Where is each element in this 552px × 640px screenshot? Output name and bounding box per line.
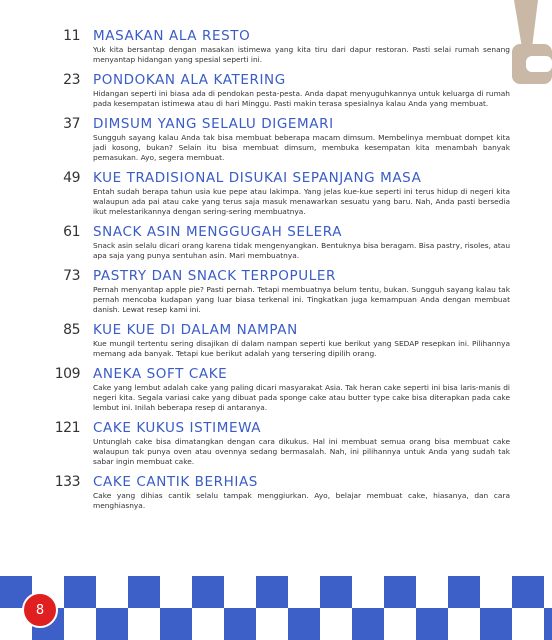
toc-description: Sungguh sayang kalau Anda tak bisa membuat beberapa macam dimsum. Membelinya membuat dompet kita jadi kosong, bukan? Selain itu bisa membuat dimsum, membuka kesempatan kita menambah banyak pemasukan. Ayo, segera membuat. (93, 133, 510, 162)
toc-page-number: 109 (54, 366, 80, 382)
toc-entry (50, 366, 510, 413)
toc-description: Entah sudah berapa tahun usia kue pepe atau lakimpa. Yang jelas kue-kue seperti ini terus hidup di negeri kita walaupun ada pai atau cake yang terus saja masuk menawarkan sesuatu yang baru. Nah, Anda pasti bersedia ikut melestarikannya dengan sering-sering membuatnya. (93, 187, 510, 216)
toc-entry (50, 170, 510, 217)
toc-page-number: 73 (63, 268, 80, 284)
page-number-badge: 8 (22, 592, 58, 628)
toc-description: Snack asin selalu dicari orang karena tidak mengenyangkan. Bentuknya bisa beragam. Bisa pastry, risoles, atau apa saja yang punya sentuhan asin. Mari membuatnya. (93, 241, 510, 260)
toc-page-number: 85 (63, 322, 80, 338)
toc-entry (50, 116, 510, 163)
toc-description: Kue mungil tertentu sering disajikan di dalam nampan seperti kue berikut yang SEDAP resepkan ini. Pilihannya memang ada banyak. Tetapi kue berikut adalah yang tersering dipilih orang. (93, 339, 510, 358)
toc-page-number: 49 (63, 170, 80, 186)
toc-page-number: 133 (54, 474, 80, 490)
toc-entry (50, 268, 510, 315)
toc-entry (50, 474, 510, 511)
toc-title: DIMSUM YANG SELALU DIGEMARI (93, 116, 334, 132)
toc-page-number: 37 (63, 116, 80, 132)
toc-entry (50, 224, 510, 261)
checkered-footer (0, 576, 552, 640)
toc-page-number: 11 (63, 28, 80, 44)
toc-description: Hidangan seperti ini biasa ada di pendokan pesta-pesta. Anda dapat menyuguhkannya untuk keluarga di rumah pada kesempatan istimewa atau di hari Minggu. Pasti makin terasa spesialnya kalau Anda yang membuat. (93, 89, 510, 108)
toc-title: ANEKA SOFT CAKE (93, 366, 228, 382)
toc-description: Cake yang dihias cantik selalu tampak menggiurkan. Ayo, belajar membuat cake, hiasanya, dan cara menghiasnya. (93, 491, 510, 510)
toc-description: Cake yang lembut adalah cake yang paling dicari masyarakat Asia. Tak heran cake seperti ini bisa laris-manis di negeri kita. Segala variasi cake yang dibuat pada sponge cake atau butter type cake bisa diterapkan pada cake lembut ini. Inilah beberapa resep di antaranya. (93, 383, 510, 412)
toc-description: Pernah menyantap apple pie? Pasti pernah. Tetapi membuatnya belum tentu, bukan. Sungguh sayang kalau tak pernah mencoba kudapan yang luar biasa terkenal ini. Tingkatkan juga kemampuan Anda dengan membuat danish. Lewat resep kami ini. (93, 285, 510, 314)
toc-entry (50, 322, 510, 359)
toc-title: CAKE CANTIK BERHIAS (93, 474, 258, 490)
toc-page-number: 23 (63, 72, 80, 88)
toc-entry (50, 28, 510, 65)
toc-page-number: 61 (63, 224, 80, 240)
toc-list (50, 28, 510, 518)
toc-title: PASTRY DAN SNACK TERPOPULER (93, 268, 336, 284)
toc-entry (50, 420, 510, 467)
toc-title: KUE TRADISIONAL DISUKAI SEPANJANG MASA (93, 170, 422, 186)
toc-title: KUE KUE DI DALAM NAMPAN (93, 322, 298, 338)
toc-title: MASAKAN ALA RESTO (93, 28, 251, 44)
toc-description: Untunglah cake bisa dimatangkan dengan cara dikukus. Hal ini membuat semua orang bisa membuat cake walaupun tak punya oven atau ovennya sedang bermasalah. Nah, ini pilihannya untuk Anda yang sudah tak sabar ingin membuat cake. (93, 437, 510, 466)
toc-description: Yuk kita bersantap dengan masakan istimewa yang kita tiru dari dapur restoran. Pasti selai rumah senang menyantap hidangan yang spesial seperti ini. (93, 45, 510, 64)
toc-entry (50, 72, 510, 109)
toc-title: SNACK ASIN MENGGUGAH SELERA (93, 224, 343, 240)
toc-title: CAKE KUKUS ISTIMEWA (93, 420, 262, 436)
toc-title: PONDOKAN ALA KATERING (93, 72, 286, 88)
toc-page-number: 121 (54, 420, 80, 436)
